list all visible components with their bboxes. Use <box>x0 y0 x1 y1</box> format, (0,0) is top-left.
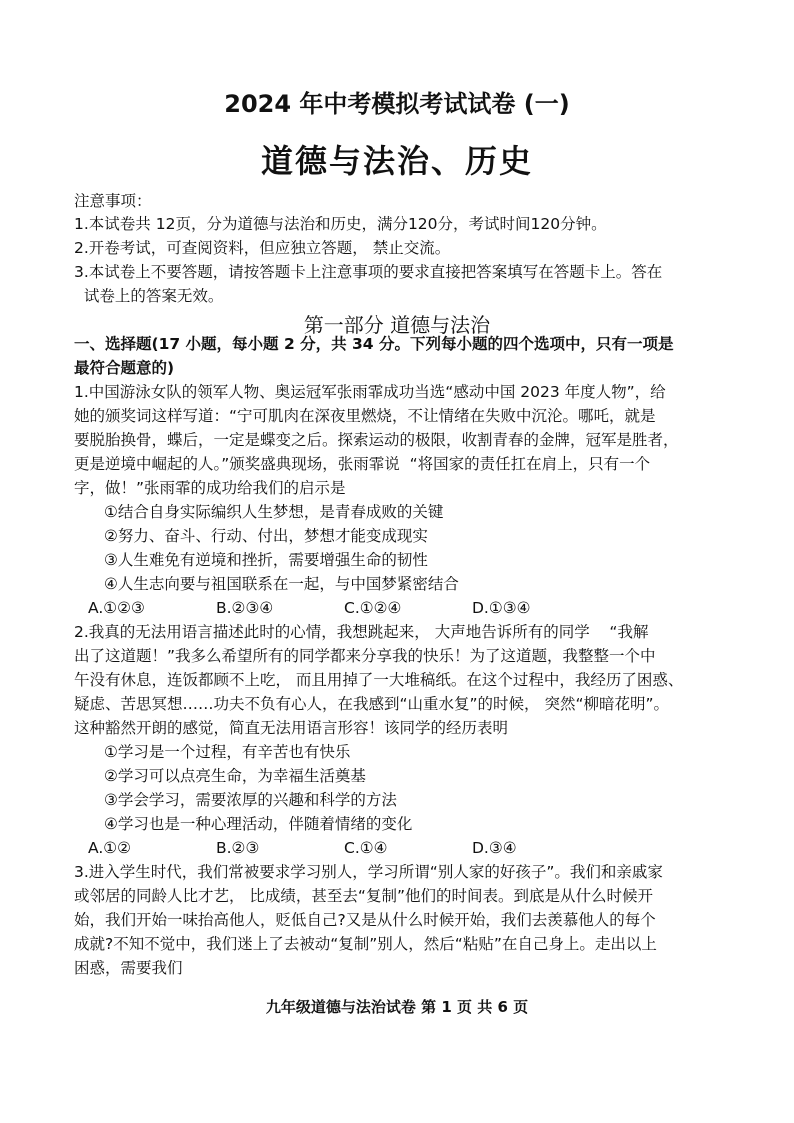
question-stem-line: 要脱胎换骨，蝶后，一定是蝶变之后。探索运动的极限，收割青春的金牌，冠军是胜者， <box>74 431 679 449</box>
question-stem-line: 更是逆境中崛起的人。”颁奖盛典现场，张雨霏说 “将国家的责任扛在肩上，只有一个 <box>74 455 651 473</box>
question-stem-line: 午没有休息，连饭都顾不上吃， 而且用掉了一大堆稿纸。在这个过程中，我经历了困惑、 <box>74 671 684 689</box>
statement-option: ④人生志向要与祖国联系在一起，与中国梦紧密结合 <box>104 575 459 593</box>
statement-option: ②学习可以点亮生命，为幸福生活奠基 <box>104 767 366 785</box>
notice-item: 2.开卷考试，可查阅资料，但应独立答题， 禁止交流。 <box>74 239 451 257</box>
question-stem-line: 疑虑、苦思冥想……功夫不负有心人，在我感到“山重水复”的时候， 突然“柳暗花明”。 <box>74 695 670 713</box>
statement-option: ④学习也是一种心理活动，伴随着情绪的变化 <box>104 815 413 833</box>
statement-option: ①结合自身实际编织人生梦想，是青春成败的关键 <box>104 503 444 521</box>
question-stem-line: 字，做！”张雨霏的成功给我们的启示是 <box>74 479 346 497</box>
choice-c: C.①④ <box>344 839 388 857</box>
question-stem-line: 3.进入学生时代，我们常被要求学习别人，学习所谓“别人家的好孩子”。我们和亲戚家 <box>74 863 663 881</box>
question-stem-line: 始，我们开始一味抬高他人，贬低自己?又是从什么时候开始，我们去羡慕他人的每个 <box>74 911 656 929</box>
section-heading: 最符合题意的) <box>74 359 175 377</box>
question-stem-line: 困惑，需要我们 <box>74 959 183 977</box>
choice-c: C.①②④ <box>344 599 402 617</box>
statement-option: ③学会学习，需要浓厚的兴趣和科学的方法 <box>104 791 397 809</box>
exam-subtitle: 道德与法治、历史 <box>260 142 533 180</box>
question-stem-line: 2.我真的无法用语言描述此时的心情，我想跳起来， 大声地告诉所有的同学 “我解 <box>74 623 649 641</box>
question-stem-line: 这种豁然开朗的感觉，简直无法用语言形容！该同学的经历表明 <box>74 719 509 737</box>
notice-item: 1.本试卷共 12页，分为道德与法治和历史，满分120分，考试时间120分钟。 <box>74 215 607 233</box>
section-heading: 一、选择题(17 小题，每小题 2 分，共 34 分。下列每小题的四个选项中，只有一项是 <box>74 335 674 353</box>
choice-a: A.①②③ <box>88 599 145 617</box>
choice-d: D.③④ <box>472 839 517 857</box>
exam-title: 2024 年中考模拟考试试卷 (一) <box>224 90 570 118</box>
notice-item: 试卷上的答案无效。 <box>74 287 224 305</box>
question-stem-line: 成就?不知不觉中，我们迷上了去被动“复制”别人，然后“粘贴”在自己身上。走出以上 <box>74 935 657 953</box>
question-stem-line: 或邻居的同龄人比才艺， 比成绩，甚至去“复制”他们的时间表。到底是从什么时候开 <box>74 887 653 905</box>
notice-item: 3.本试卷上不要答题，请按答题卡上注意事项的要求直接把答案填写在答题卡上。答在 <box>74 263 663 281</box>
choice-d: D.①③④ <box>472 599 531 617</box>
notice-heading: 注意事项： <box>74 192 152 210</box>
choice-b: B.②③ <box>216 839 260 857</box>
choice-a: A.①② <box>88 839 132 857</box>
question-stem-line: 她的颁奖词这样写道：“宁可肌肉在深夜里燃烧，不让情绪在失败中沉沦。哪吒，就是 <box>74 407 656 425</box>
question-stem-line: 1.中国游泳女队的领军人物、奥运冠军张雨霏成功当选“感动中国 2023 年度人物”，给 <box>74 383 666 401</box>
choice-b: B.②③④ <box>216 599 274 617</box>
statement-option: ①学习是一个过程，有辛苦也有快乐 <box>104 743 351 761</box>
statement-option: ②努力、奋斗、行动、付出，梦想才能变成现实 <box>104 527 428 545</box>
question-stem-line: 出了这道题！”我多么希望所有的同学都来分享我的快乐！为了这道题，我整整一个中 <box>74 647 656 665</box>
answer-choices <box>88 597 600 619</box>
page-footer: 九年级道德与法治试卷 第 1 页 共 6 页 <box>265 998 529 1016</box>
part-title: 第一部分 道德与法治 <box>303 313 491 337</box>
statement-option: ③人生难免有逆境和挫折，需要增强生命的韧性 <box>104 551 428 569</box>
answer-choices <box>88 837 600 859</box>
